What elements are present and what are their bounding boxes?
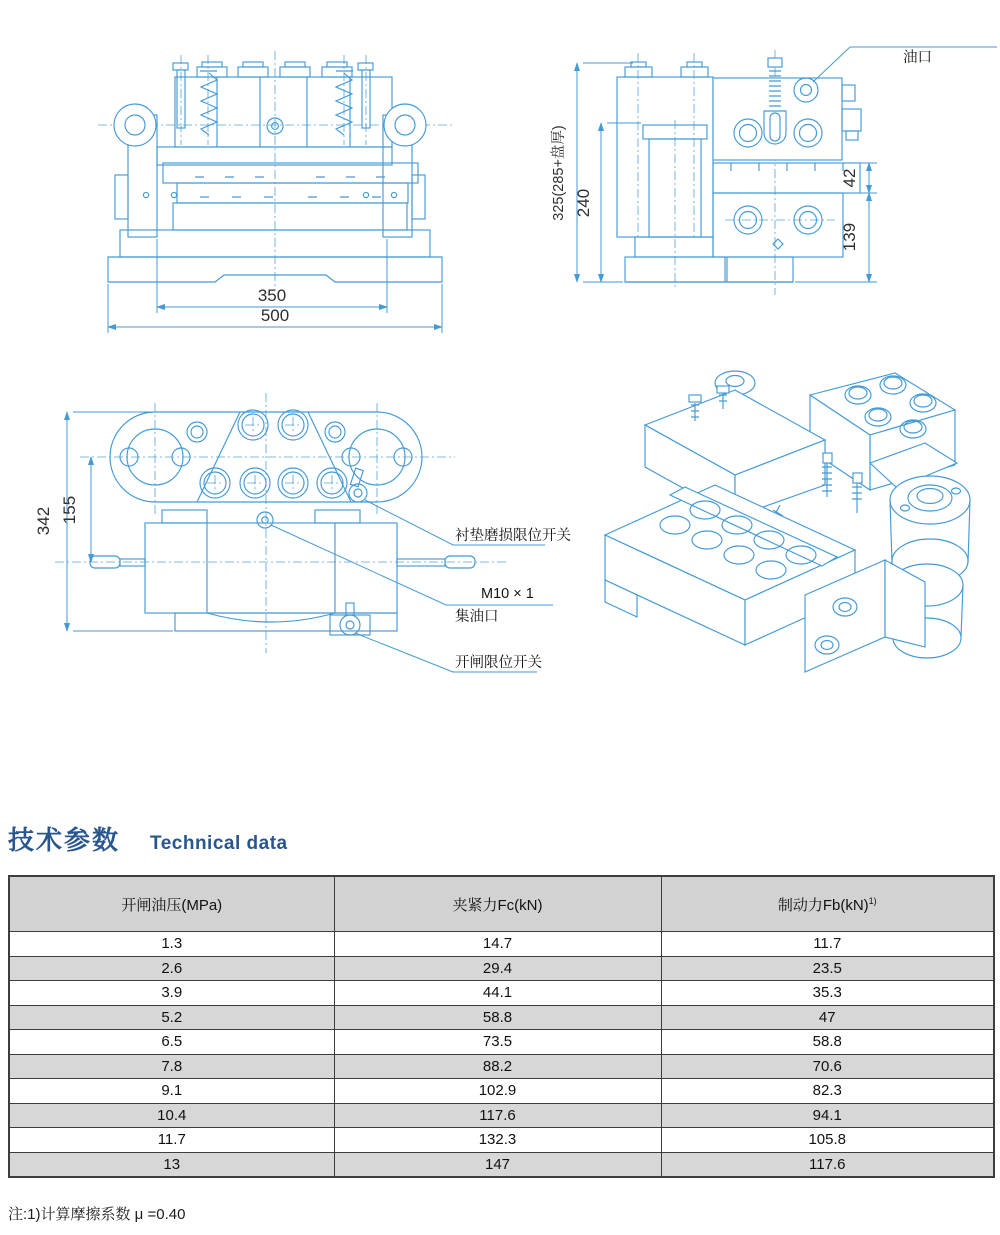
- cell-pressure: 13: [9, 1152, 334, 1177]
- cell-clamp: 102.9: [334, 1079, 661, 1104]
- front-view-drawing: [60, 25, 480, 345]
- table-footnote: 注:1)计算摩擦系数 μ =0.40: [8, 1206, 186, 1223]
- dim-label-139: 139: [840, 222, 859, 252]
- side-view-drawing: [545, 25, 1000, 315]
- cell-brake: 11.7: [661, 932, 994, 957]
- table-row: [9, 1030, 994, 1055]
- cell-pressure: 5.2: [9, 1005, 334, 1030]
- cell-pressure: 7.8: [9, 1054, 334, 1079]
- release-switch-label: 开闸限位开关: [455, 655, 542, 671]
- dim-label-350: 350: [257, 286, 287, 305]
- table-row: [9, 1103, 994, 1128]
- isometric-view-drawing: [575, 345, 1000, 685]
- table-row: [9, 1152, 994, 1177]
- dim-label-155: 155: [60, 495, 79, 525]
- dim-label-42: 42: [840, 168, 859, 188]
- cell-brake: 94.1: [661, 1103, 994, 1128]
- section-heading: [8, 820, 288, 857]
- cell-brake: 117.6: [661, 1152, 994, 1177]
- dim-label-500: 500: [260, 306, 290, 325]
- cell-brake: 47: [661, 1005, 994, 1030]
- cell-pressure: 1.3: [9, 932, 334, 957]
- dim-label-240: 240: [574, 188, 593, 218]
- cell-pressure: 6.5: [9, 1030, 334, 1055]
- table-header-row: [9, 876, 994, 932]
- dim-label-total-height: 325(285+盘厚): [551, 125, 567, 221]
- page-title-zh: 技术参数: [8, 825, 121, 855]
- table-row: [9, 1005, 994, 1030]
- oil-port-label: 油口: [903, 50, 932, 66]
- header-clamp-force: 夹紧力Fc(kN): [334, 876, 661, 932]
- cell-pressure: 2.6: [9, 956, 334, 981]
- table-row: [9, 981, 994, 1006]
- footnote-marker: 1): [868, 895, 877, 906]
- cell-brake: 82.3: [661, 1079, 994, 1104]
- table-row: [9, 1054, 994, 1079]
- cell-brake: 70.6: [661, 1054, 994, 1079]
- cell-clamp: 58.8: [334, 1005, 661, 1030]
- technical-data-table: [8, 875, 995, 1178]
- cell-clamp: 14.7: [334, 932, 661, 957]
- table-row: [9, 956, 994, 981]
- cell-clamp: 117.6: [334, 1103, 661, 1128]
- wear-switch-label: 衬垫磨损限位开关: [455, 528, 571, 544]
- cell-brake: 35.3: [661, 981, 994, 1006]
- page-title-en: Technical data: [150, 833, 288, 854]
- cell-brake: 105.8: [661, 1128, 994, 1153]
- table-row: [9, 932, 994, 957]
- cell-brake: 58.8: [661, 1030, 994, 1055]
- cell-brake: 23.5: [661, 956, 994, 981]
- cell-clamp: 88.2: [334, 1054, 661, 1079]
- cell-clamp: 44.1: [334, 981, 661, 1006]
- header-brake-force: 制动力Fb(kN)$^{1)}$: [661, 876, 994, 932]
- cell-clamp: 132.3: [334, 1128, 661, 1153]
- table-row: [9, 1079, 994, 1104]
- cell-pressure: 10.4: [9, 1103, 334, 1128]
- dim-label-342: 342: [34, 506, 53, 536]
- table-row: [9, 1128, 994, 1153]
- top-view-drawing: [25, 375, 571, 695]
- cell-pressure: 11.7: [9, 1128, 334, 1153]
- cell-clamp: 147: [334, 1152, 661, 1177]
- cell-clamp: 29.4: [334, 956, 661, 981]
- header-open-pressure: 开闸油压(MPa): [9, 876, 334, 932]
- thread-label: M10 × 1: [481, 586, 534, 602]
- cell-pressure: 9.1: [9, 1079, 334, 1104]
- cell-pressure: 3.9: [9, 981, 334, 1006]
- cell-clamp: 73.5: [334, 1030, 661, 1055]
- oil-collect-label: 集油口: [455, 609, 499, 625]
